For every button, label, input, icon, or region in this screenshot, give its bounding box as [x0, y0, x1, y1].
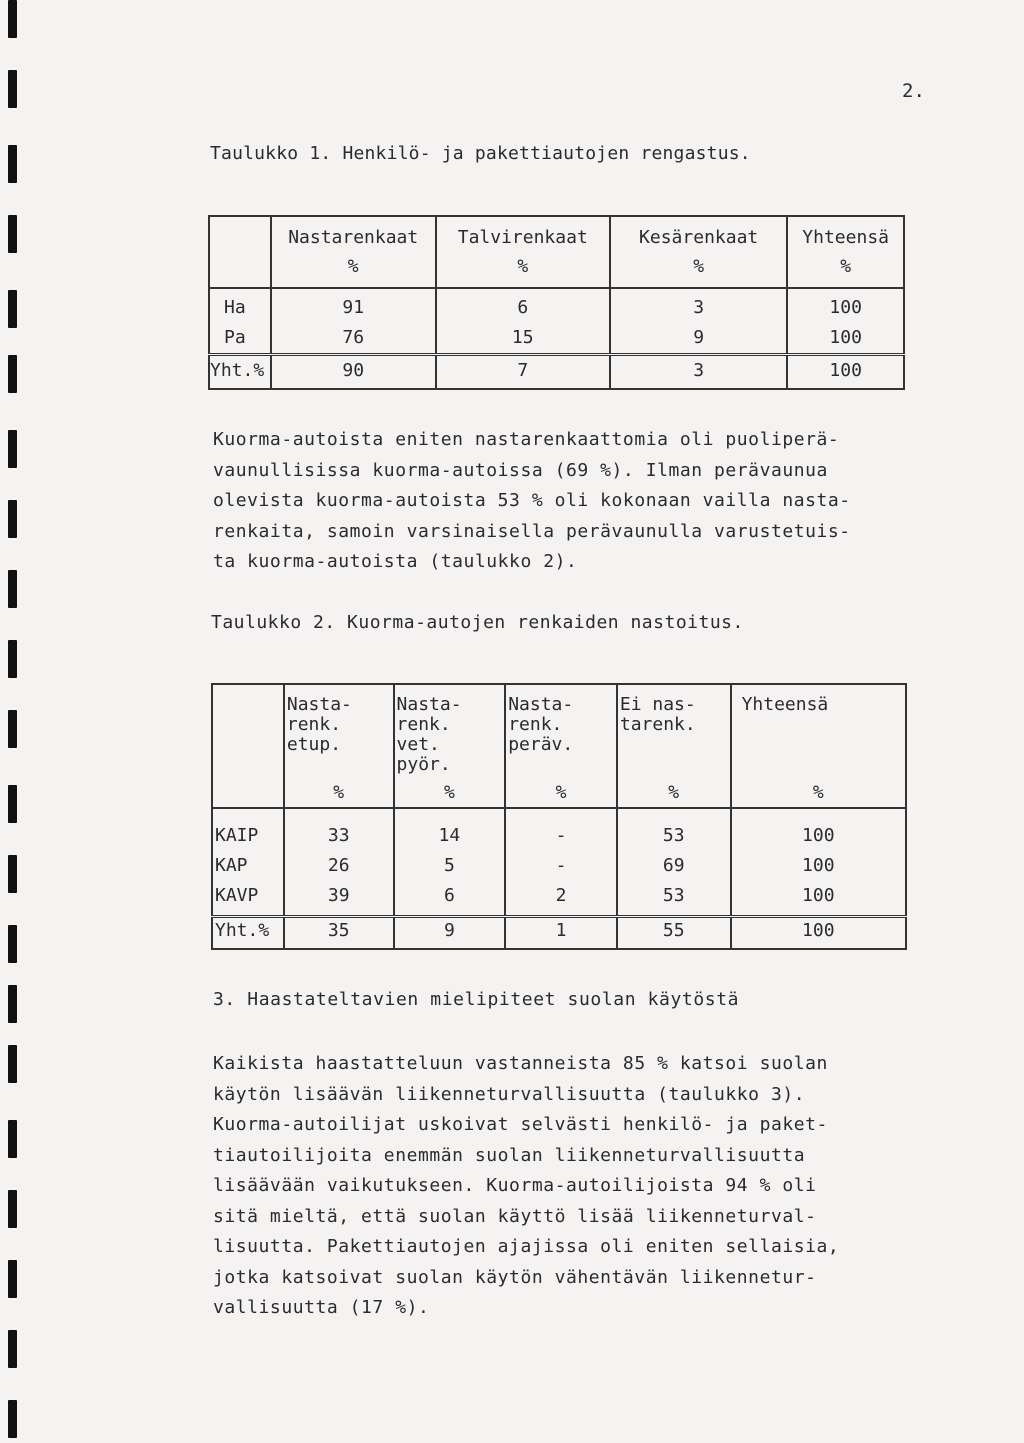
table-cell: 33: [284, 808, 394, 855]
table-cell: 3: [610, 288, 787, 327]
row-label: Yht.%: [212, 917, 284, 950]
row-label: Pa: [209, 327, 271, 355]
row-label: KAP: [212, 855, 284, 885]
page-number: 2.: [902, 80, 925, 102]
table-cell: 39: [284, 885, 394, 917]
table-cell: 3: [610, 355, 787, 390]
table1-header-cell: Talvirenkaat %: [436, 216, 610, 288]
table1-unit: %: [517, 256, 529, 277]
table2-unit: %: [555, 782, 567, 803]
row-label: KAIP: [212, 808, 284, 855]
table-cell: 55: [617, 917, 731, 950]
table1-unit: %: [693, 256, 705, 277]
table2-corner-cell: [212, 684, 284, 808]
paragraph-line: jotka katsoivat suolan käytön vähentävän liikennetur-: [213, 1266, 817, 1288]
paragraph-line: vaunullisissa kuorma-autoissa (69 %). Ilman perävaunua: [213, 459, 828, 481]
table-cell: 14: [394, 808, 506, 855]
paragraph-line: olevista kuorma-autoista 53 % oli kokonaan vailla nasta-: [213, 490, 851, 511]
table2-header-cell: Nasta- renk. etup. %: [284, 684, 394, 808]
paragraph-line: Kuorma-autoilijat uskoivat selvästi henkilö- ja paket-: [213, 1114, 828, 1135]
table-cell: 9: [610, 327, 787, 355]
table-cell: 100: [787, 355, 904, 390]
table-row: [209, 327, 904, 355]
table-cell: 100: [731, 917, 906, 950]
table2-header-cell: Yhteensä %: [731, 684, 906, 808]
table-cell: 91: [271, 288, 436, 327]
binding-holes: [8, 0, 24, 1443]
table-cell: 9: [394, 917, 506, 950]
table-cell: 100: [787, 327, 904, 355]
table-cell: 100: [731, 808, 906, 855]
paragraph-line: renkaita, samoin varsinaisella perävaunulla varustetuis-: [213, 520, 851, 542]
table2-header-cell: Nasta- renk. peräv. %: [505, 684, 617, 808]
table-cell: 6: [436, 288, 610, 327]
paragraph-line: Kaikista haastatteluun vastanneista 85 % katsoi suolan: [213, 1053, 828, 1074]
table2-header-cell: Ei nas- tarenk. %: [617, 684, 731, 808]
table-cell: 53: [617, 808, 731, 855]
table1-total-row: [209, 355, 904, 390]
table-cell: 26: [284, 855, 394, 885]
paragraph-line: sitä mieltä, että suolan käyttö lisää liikenneturval-: [213, 1205, 817, 1227]
table1-header-row: [209, 216, 904, 288]
row-label: KAVP: [212, 885, 284, 917]
row-label: Yht.%: [209, 355, 271, 390]
paragraph-line: tiautoilijoita enemmän suolan liikenneturvallisuutta: [213, 1144, 806, 1166]
table2-unit: %: [668, 782, 680, 803]
table2-caption: Taulukko 2. Kuorma-autojen renkaiden nastoitus.: [211, 612, 744, 633]
table-cell: 90: [271, 355, 436, 390]
paragraph-line: lisuutta. Pakettiautojen ajajissa oli eniten sellaisia,: [213, 1236, 840, 1257]
table-cell: -: [505, 808, 617, 855]
table-cell: 100: [787, 288, 904, 327]
paragraph-line: käytön lisäävän liikenneturvallisuutta (taulukko 3).: [213, 1083, 806, 1105]
paragraph-2: [213, 1049, 839, 1324]
table1: [208, 215, 905, 390]
table1-header-cell: Yhteensä %: [787, 216, 904, 288]
table-cell: 6: [394, 885, 506, 917]
table-row: [209, 288, 904, 327]
table2-unit: %: [443, 782, 455, 803]
paragraph-line: Kuorma-autoista eniten nastarenkaattomia oli puoliperä-: [213, 429, 840, 450]
table2-total-row: [212, 917, 906, 950]
paragraph-line: lisäävään vaikutukseen. Kuorma-autoilijoista 94 % oli: [213, 1175, 817, 1196]
paragraph-line: ta kuorma-autoista (taulukko 2).: [213, 551, 578, 572]
table1-header-cell: Nastarenkaat %: [271, 216, 436, 288]
table-cell: 100: [731, 855, 906, 885]
table-cell: 69: [617, 855, 731, 885]
table-cell: 5: [394, 855, 506, 885]
table2-header-cell: Nasta- renk. vet. pyör. %: [394, 684, 506, 808]
section-heading: 3. Haastateltavien mielipiteet suolan käytöstä: [213, 989, 740, 1010]
table-row: [212, 885, 906, 917]
table2-unit: %: [333, 782, 345, 803]
paragraph-line: vallisuutta (17 %).: [213, 1297, 430, 1318]
table-cell: -: [505, 855, 617, 885]
table2-unit: %: [812, 782, 824, 803]
table1-header-cell: Kesärenkaat %: [610, 216, 787, 288]
table2-header-row: [212, 684, 906, 808]
table-cell: 76: [271, 327, 436, 355]
row-label: Ha: [209, 288, 271, 327]
table-cell: 15: [436, 327, 610, 355]
table-row: [212, 855, 906, 885]
table-cell: 2: [505, 885, 617, 917]
table-cell: 7: [436, 355, 610, 390]
table1-unit: %: [347, 256, 359, 277]
table-cell: 53: [617, 885, 731, 917]
table-cell: 100: [731, 885, 906, 917]
table2: [211, 683, 907, 950]
table1-corner-cell: [209, 216, 271, 288]
paragraph-1: [213, 425, 851, 578]
table1-unit: %: [840, 256, 852, 277]
table-cell: 1: [505, 917, 617, 950]
table1-caption: Taulukko 1. Henkilö- ja pakettiautojen rengastus.: [210, 143, 751, 164]
table-cell: 35: [284, 917, 394, 950]
table-row: [212, 808, 906, 855]
